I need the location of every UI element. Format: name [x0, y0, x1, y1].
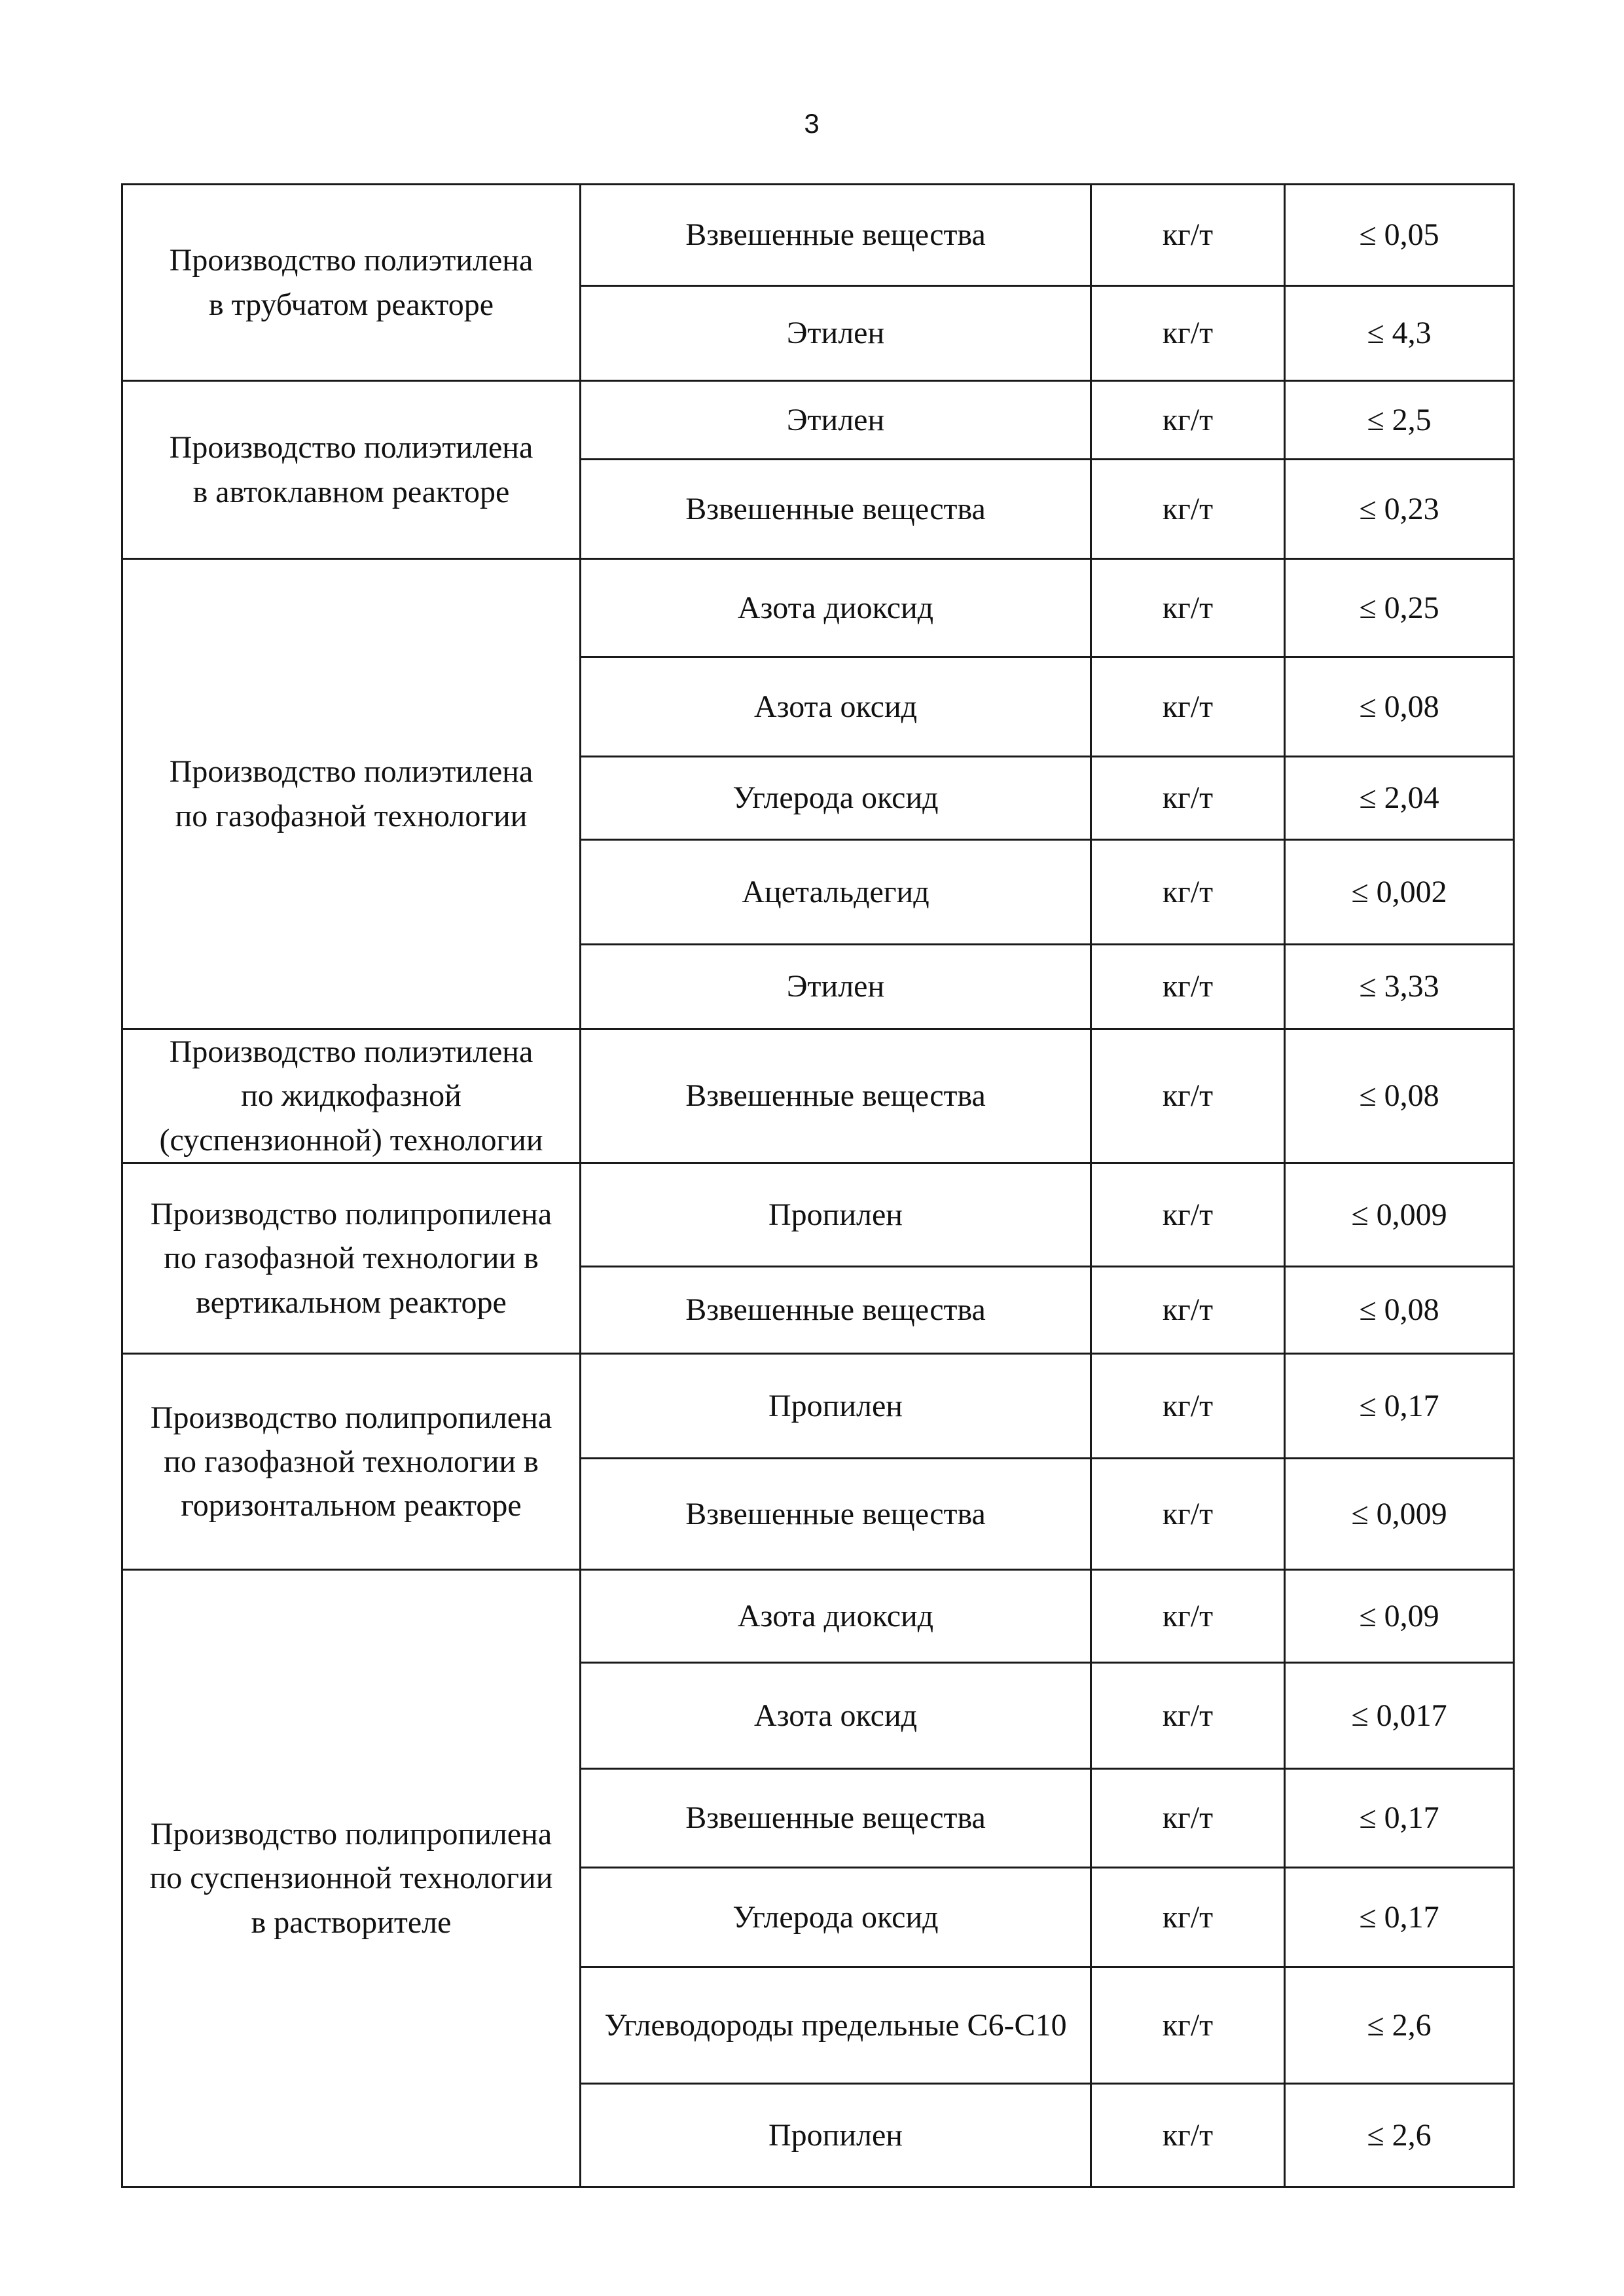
unit-cell: кг/т — [1091, 1163, 1285, 1267]
unit-cell: кг/т — [1091, 657, 1285, 757]
substance-cell: Взвешенные вещества — [581, 185, 1091, 286]
table-body — [122, 185, 1514, 2187]
substance-cell: Взвешенные вещества — [581, 1029, 1091, 1163]
value-cell: ≤ 0,05 — [1285, 185, 1514, 286]
emission-norms-table — [121, 183, 1515, 2188]
value-cell: ≤ 2,04 — [1285, 757, 1514, 840]
value-cell: ≤ 3,33 — [1285, 945, 1514, 1029]
substance-cell: Этилен — [581, 945, 1091, 1029]
table-row — [122, 1570, 1514, 1663]
value-cell: ≤ 0,08 — [1285, 657, 1514, 757]
unit-cell: кг/т — [1091, 840, 1285, 945]
substance-cell: Пропилен — [581, 1354, 1091, 1459]
value-cell: ≤ 0,009 — [1285, 1163, 1514, 1267]
value-cell: ≤ 0,017 — [1285, 1663, 1514, 1769]
unit-cell: кг/т — [1091, 1029, 1285, 1163]
value-cell: ≤ 0,08 — [1285, 1267, 1514, 1354]
process-cell: Производство полипропилена по газофазной технологии в горизонтальном реакторе — [122, 1354, 581, 1570]
unit-cell: кг/т — [1091, 1354, 1285, 1459]
table-row — [122, 1029, 1514, 1163]
unit-cell: кг/т — [1091, 1459, 1285, 1570]
unit-cell: кг/т — [1091, 460, 1285, 559]
substance-cell: Азота диоксид — [581, 559, 1091, 657]
value-cell: ≤ 4,3 — [1285, 286, 1514, 381]
unit-cell: кг/т — [1091, 1967, 1285, 2084]
value-cell: ≤ 0,17 — [1285, 1769, 1514, 1868]
value-cell: ≤ 0,09 — [1285, 1570, 1514, 1663]
unit-cell: кг/т — [1091, 1663, 1285, 1769]
substance-cell: Углерода оксид — [581, 757, 1091, 840]
process-cell: Производство полиэтилена в автоклавном реакторе — [122, 381, 581, 559]
substance-cell: Взвешенные вещества — [581, 1459, 1091, 1570]
process-cell: Производство полиэтилена в трубчатом реакторе — [122, 185, 581, 381]
table-row — [122, 1163, 1514, 1267]
value-cell: ≤ 0,08 — [1285, 1029, 1514, 1163]
table-row — [122, 185, 1514, 286]
unit-cell: кг/т — [1091, 381, 1285, 460]
value-cell: ≤ 2,6 — [1285, 2084, 1514, 2187]
value-cell: ≤ 0,009 — [1285, 1459, 1514, 1570]
process-cell: Производство полипропилена по суспензионной технологии в растворителе — [122, 1570, 581, 2187]
table-row — [122, 559, 1514, 657]
substance-cell: Этилен — [581, 381, 1091, 460]
value-cell: ≤ 0,002 — [1285, 840, 1514, 945]
substance-cell: Азота оксид — [581, 1663, 1091, 1769]
substance-cell: Ацетальдегид — [581, 840, 1091, 945]
substance-cell: Взвешенные вещества — [581, 1267, 1091, 1354]
unit-cell: кг/т — [1091, 1769, 1285, 1868]
process-cell: Производство полипропилена по газофазной технологии в вертикальном реакторе — [122, 1163, 581, 1354]
process-cell: Производство полиэтилена по газофазной технологии — [122, 559, 581, 1029]
page-number: 3 — [804, 108, 820, 139]
value-cell: ≤ 2,6 — [1285, 1967, 1514, 2084]
substance-cell: Взвешенные вещества — [581, 460, 1091, 559]
value-cell: ≤ 0,25 — [1285, 559, 1514, 657]
unit-cell: кг/т — [1091, 1570, 1285, 1663]
value-cell: ≤ 2,5 — [1285, 381, 1514, 460]
value-cell: ≤ 0,17 — [1285, 1354, 1514, 1459]
table-row — [122, 381, 1514, 460]
table-row — [122, 1354, 1514, 1459]
unit-cell: кг/т — [1091, 2084, 1285, 2187]
value-cell: ≤ 0,23 — [1285, 460, 1514, 559]
substance-cell: Пропилен — [581, 2084, 1091, 2187]
unit-cell: кг/т — [1091, 757, 1285, 840]
substance-cell: Углерода оксид — [581, 1868, 1091, 1967]
substance-cell: Этилен — [581, 286, 1091, 381]
unit-cell: кг/т — [1091, 559, 1285, 657]
substance-cell: Азота оксид — [581, 657, 1091, 757]
substance-cell: Пропилен — [581, 1163, 1091, 1267]
substance-cell: Взвешенные вещества — [581, 1769, 1091, 1868]
value-cell: ≤ 0,17 — [1285, 1868, 1514, 1967]
substance-cell: Азота диоксид — [581, 1570, 1091, 1663]
unit-cell: кг/т — [1091, 185, 1285, 286]
substance-cell: Углеводороды предельные С6-С10 — [581, 1967, 1091, 2084]
unit-cell: кг/т — [1091, 1868, 1285, 1967]
process-cell: Производство полиэтилена по жидкофазной (суспензионной) технологии — [122, 1029, 581, 1163]
unit-cell: кг/т — [1091, 286, 1285, 381]
unit-cell: кг/т — [1091, 945, 1285, 1029]
unit-cell: кг/т — [1091, 1267, 1285, 1354]
